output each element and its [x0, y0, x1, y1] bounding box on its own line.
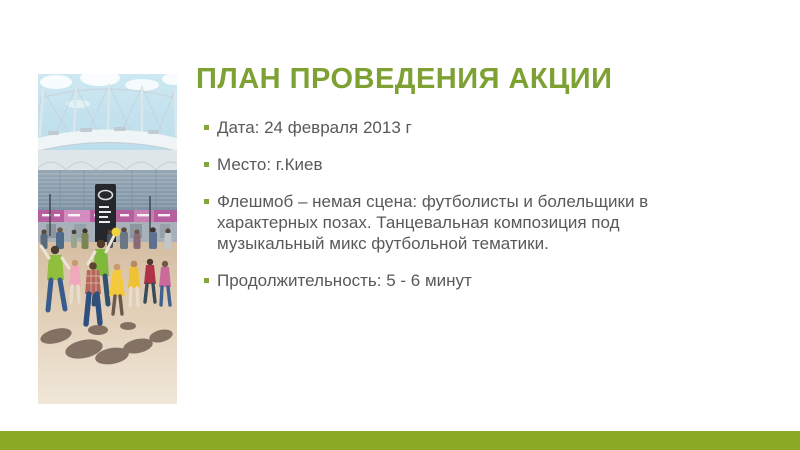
bullet-text — [217, 191, 648, 254]
bullet-text — [217, 117, 412, 138]
bullet-list — [204, 117, 752, 307]
bullet-marker-icon — [204, 162, 209, 167]
bullet-marker-icon — [204, 278, 209, 283]
stadium-flashmob-graphic — [38, 74, 177, 404]
slide-title: ПЛАН ПРОВЕДЕНИЯ АКЦИИ — [196, 63, 613, 95]
bullet-line: характерных позах. Танцевальная композиция под — [217, 213, 620, 232]
bullet-line: Продолжительность: 5 - 6 минут — [217, 271, 472, 290]
bullet-text — [217, 154, 323, 175]
bullet-line: Флешмоб – немая сцена: футболисты и болельщики в — [217, 192, 649, 211]
bullet-item-flashmob-description — [204, 191, 752, 254]
bullet-marker-icon — [204, 199, 209, 204]
bullet-line: Дата: 24 февраля 2013 г — [217, 118, 412, 137]
bottom-accent-bar — [0, 431, 800, 450]
bullet-text — [217, 270, 472, 291]
flashmob-photo — [38, 74, 177, 404]
bullet-item-place — [204, 154, 752, 175]
photo-stadium-tier — [38, 150, 177, 171]
bullet-line: музыкальный микс футбольной тематики. — [217, 234, 549, 253]
bullet-line: Место: г.Киев — [217, 155, 323, 174]
bullet-marker-icon — [204, 125, 209, 130]
bullet-item-duration — [204, 270, 752, 291]
bullet-item-date — [204, 117, 752, 138]
